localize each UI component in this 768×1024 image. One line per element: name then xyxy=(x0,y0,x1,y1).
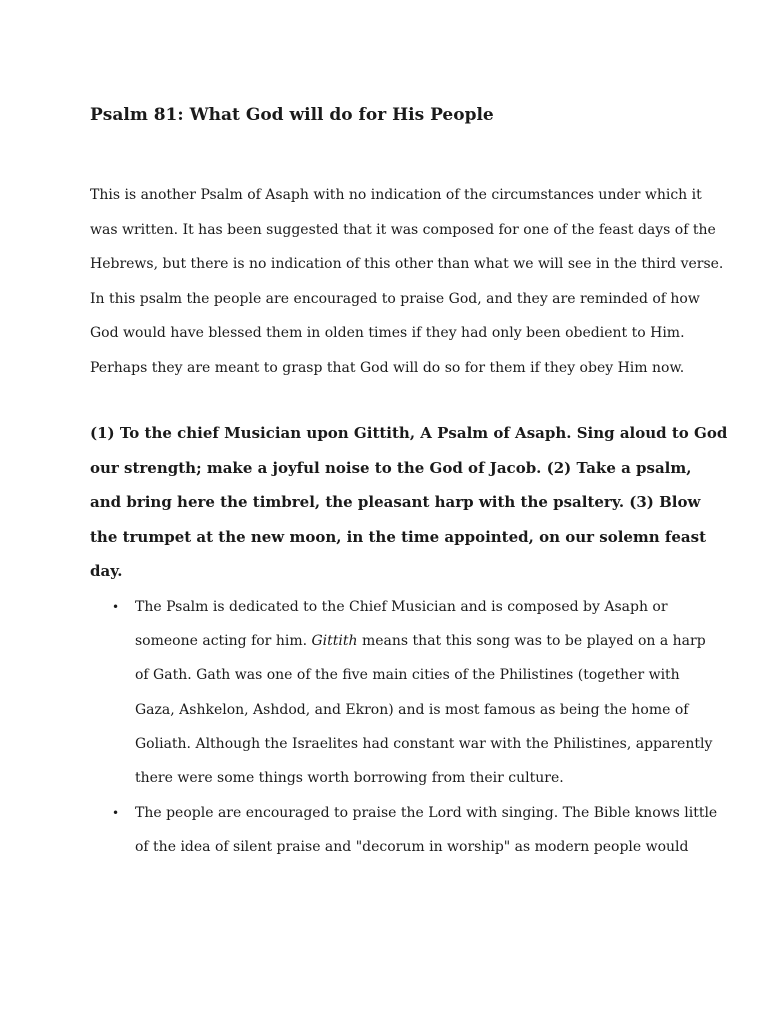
list-item-text: means that this song was to be played on a harp xyxy=(357,633,706,650)
list-item-line: Gaza, Ashkelon, Ashdod, and Ekron) and is most famous as being the home of xyxy=(135,701,689,718)
intro-line: God would have blessed them in olden times if they had only been obedient to Him. xyxy=(90,325,685,341)
verse-line: day. xyxy=(90,562,123,580)
verse-line: our strength; make a joyful noise to the God of Jacob. (2) Take a psalm, xyxy=(90,458,692,477)
intro-line: Hebrews, but there is no indication of this other than what we will see in the third verse. xyxy=(90,256,724,272)
intro-line: This is another Psalm of Asaph with no indication of the circumstances under which it xyxy=(90,187,702,203)
list-item-line: The Psalm is dedicated to the Chief Musician and is composed by Asaph or xyxy=(135,599,668,615)
bullet-icon: • xyxy=(112,806,120,821)
page-title: Psalm 81: What God will do for His People xyxy=(90,105,494,125)
list-item-line: The people are encouraged to praise the Lord with singing. The Bible knows little xyxy=(135,805,718,822)
verse-line: (1) To the chief Musician upon Gittith, A Psalm of Asaph. Sing aloud to God xyxy=(90,424,728,442)
commentary-list xyxy=(112,590,718,866)
verse-line: the trumpet at the new moon, in the time appointed, on our solemn feast xyxy=(90,527,707,546)
intro-paragraph xyxy=(90,178,724,385)
italic-term: Gittith xyxy=(311,633,358,650)
bullet-icon: • xyxy=(112,600,120,614)
list-item-line: of the idea of silent praise and "decorum in worship" as modern people would xyxy=(135,839,689,856)
list-item-text: someone acting for him. xyxy=(135,633,312,650)
list-item-line: of Gath. Gath was one of the five main cities of the Philistines (together with xyxy=(135,667,680,684)
list-item-line: Goliath. Although the Israelites had constant war with the Philistines, apparently xyxy=(135,735,713,752)
list-item xyxy=(112,796,718,864)
verse-paragraph xyxy=(90,416,728,589)
list-item xyxy=(112,590,713,795)
intro-line: In this psalm the people are encouraged to praise God, and they are reminded of how xyxy=(90,290,700,307)
intro-line: was written. It has been suggested that it was composed for one of the feast days of the xyxy=(90,221,716,238)
list-item-line: there were some things worth borrowing from their culture. xyxy=(135,770,564,787)
list-item-line xyxy=(135,624,706,658)
verse-line: and bring here the timbrel, the pleasant harp with the psaltery. (3) Blow xyxy=(90,493,701,511)
intro-line: Perhaps they are meant to grasp that God will do so for them if they obey Him now. xyxy=(90,359,685,376)
